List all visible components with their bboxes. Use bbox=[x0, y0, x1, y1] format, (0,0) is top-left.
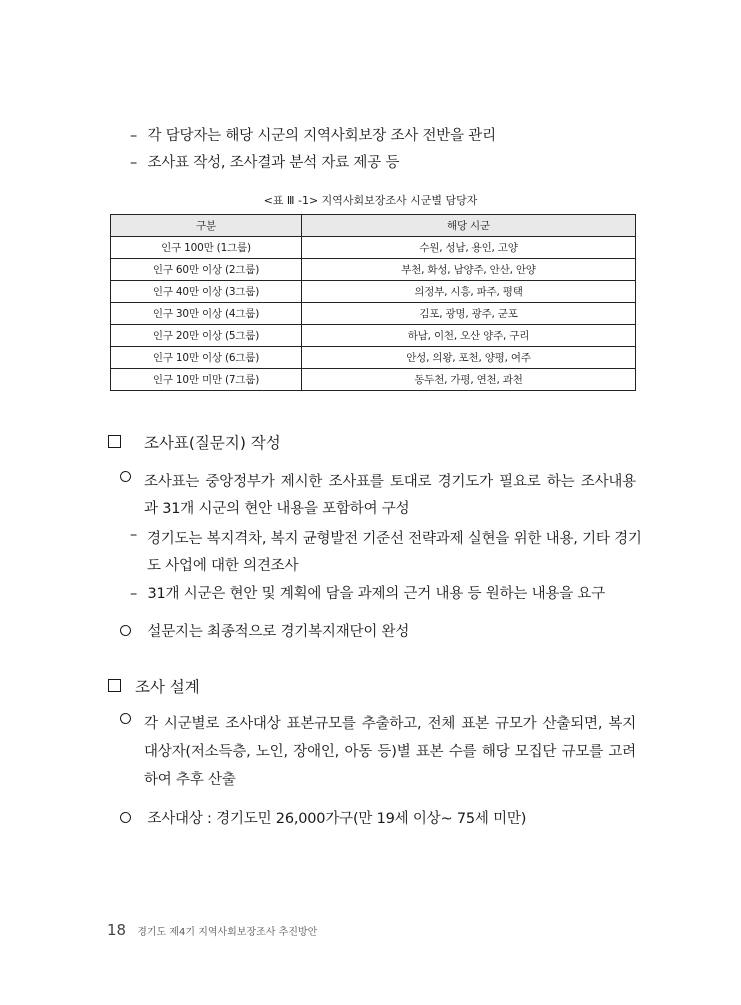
table-row bbox=[111, 259, 636, 281]
item-text: 과 31개 시군의 현안 내용을 포함하여 구성 bbox=[144, 501, 410, 517]
circle-item bbox=[120, 712, 131, 728]
section-heading bbox=[108, 675, 200, 697]
item-text: 조사표는 중앙정부가 제시한 조사표를 토대로 경기도가 필요로 하는 조사내용 bbox=[144, 474, 636, 490]
item-text: 조사대상 : 경기도민 26,000가구(만 19세 이상~ 75세 미만) bbox=[147, 811, 527, 827]
dash-marker: – bbox=[130, 527, 138, 543]
circle-bullet-icon bbox=[120, 713, 131, 724]
table-cell: 인구 10만 미만 (7그룹) bbox=[111, 369, 302, 391]
table-cell: 인구 60만 이상 (2그룹) bbox=[111, 259, 302, 281]
table-cell: 인구 10만 이상 (6그룹) bbox=[111, 347, 302, 369]
table-row bbox=[111, 281, 636, 303]
table-cell: 동두천, 가평, 연천, 과천 bbox=[302, 369, 636, 391]
assignment-table bbox=[110, 214, 636, 391]
table-cell: 인구 100만 (1그룹) bbox=[111, 237, 302, 259]
column-header: 구분 bbox=[111, 215, 302, 237]
item-text: 경기도는 복지격차, 복지 균형발전 기준선 전략과제 실현을 위한 내용, 기타 경기 bbox=[147, 531, 642, 547]
intro-bullet-text: 각 담당자는 해당 시군의 지역사회보장 조사 전반을 관리 bbox=[147, 128, 496, 144]
dash-item bbox=[130, 582, 605, 603]
table-row bbox=[111, 303, 636, 325]
table-cell: 안성, 의왕, 포천, 양평, 여주 bbox=[302, 347, 636, 369]
item-text: 설문지는 최종적으로 경기복지재단이 완성 bbox=[147, 624, 410, 640]
table-caption: <표 Ⅲ -1> 지역사회보장조사 시군별 담당자 bbox=[263, 194, 478, 207]
dash-marker: – bbox=[130, 586, 138, 602]
table-cell: 인구 30만 이상 (4그룹) bbox=[111, 303, 302, 325]
circle-item bbox=[120, 620, 409, 641]
table-cell: 의정부, 시흥, 파주, 평택 bbox=[302, 281, 636, 303]
item-text: 대상자(저소득층, 노인, 장애인, 아동 등)별 표본 수를 해당 모집단 규모를 고려 bbox=[144, 744, 636, 760]
circle-item bbox=[120, 470, 131, 486]
circle-bullet-icon bbox=[120, 625, 131, 636]
table-row bbox=[111, 325, 636, 347]
item-text: 도 사업에 대한 의견조사 bbox=[147, 558, 299, 574]
item-text: 31개 시군은 현안 및 계획에 담을 과제의 근거 내용 등 원하는 내용을 요구 bbox=[147, 586, 606, 602]
dash-item bbox=[130, 527, 137, 543]
table-cell: 하남, 이천, 오산 양주, 구리 bbox=[302, 325, 636, 347]
page-footer bbox=[107, 920, 317, 939]
square-bullet-icon bbox=[108, 435, 121, 448]
section-heading-text: 조사표(질문지) 작성 bbox=[143, 434, 281, 452]
item-text: 각 시군별로 조사대상 표본규모를 추출하고, 전체 표본 규모가 산출되면, 복지 bbox=[144, 716, 636, 732]
table-header-row bbox=[111, 215, 636, 237]
square-bullet-icon bbox=[108, 679, 121, 692]
column-header: 해당 시군 bbox=[302, 215, 636, 237]
item-text: 하여 추후 산출 bbox=[144, 772, 236, 788]
footer-title: 경기도 제4기 지역사회보장조사 추진방안 bbox=[137, 927, 318, 938]
table-cell: 인구 20만 이상 (5그룹) bbox=[111, 325, 302, 347]
table-row bbox=[111, 237, 636, 259]
table-cell: 인구 40만 이상 (3그룹) bbox=[111, 281, 302, 303]
page-number: 18 bbox=[107, 921, 127, 939]
table-cell: 부천, 화성, 남양주, 안산, 안양 bbox=[302, 259, 636, 281]
intro-bullet-text: 조사표 작성, 조사결과 분석 자료 제공 등 bbox=[147, 155, 400, 171]
table-cell: 수원, 성남, 용인, 고양 bbox=[302, 237, 636, 259]
intro-bullet bbox=[130, 151, 399, 172]
table-row bbox=[111, 347, 636, 369]
circle-bullet-icon bbox=[120, 812, 131, 823]
section-heading bbox=[108, 431, 281, 453]
circle-bullet-icon bbox=[120, 471, 131, 482]
table-cell: 김포, 광명, 광주, 군포 bbox=[302, 303, 636, 325]
circle-item bbox=[120, 807, 526, 828]
dash-marker: – bbox=[130, 128, 138, 144]
section-heading-text: 조사 설계 bbox=[134, 678, 200, 696]
intro-bullet bbox=[130, 124, 496, 145]
table-row bbox=[111, 369, 636, 391]
dash-marker: – bbox=[130, 155, 138, 171]
